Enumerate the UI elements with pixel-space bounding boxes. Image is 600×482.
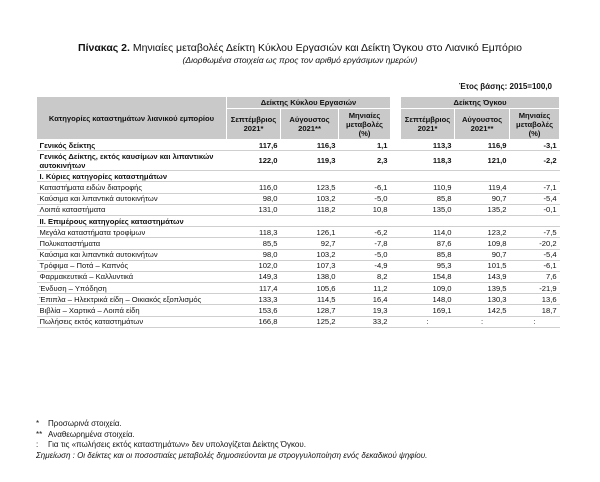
cell-value <box>227 215 281 226</box>
table-row <box>37 193 560 204</box>
row-label: Έπιπλα – Ηλεκτρικά είδη – Οικιακός εξοπλισμός <box>37 294 227 305</box>
cell-value: 85,8 <box>401 193 455 204</box>
cell-value: 18,7 <box>510 305 560 316</box>
cell-value: 119,4 <box>455 182 510 193</box>
cell-value: 8,2 <box>339 271 391 282</box>
cell-value: 103,2 <box>281 249 339 260</box>
cell-value <box>281 215 339 226</box>
cell-value: -7,1 <box>510 182 560 193</box>
cell-value <box>401 215 455 226</box>
row-label: Μεγάλα καταστήματα τροφίμων <box>37 227 227 238</box>
cell-value <box>455 215 510 226</box>
row-label: Καύσιμα και λιπαντικά αυτοκινήτων <box>37 249 227 260</box>
header-col-sep-vol: Σεπτέμβριος 2021* <box>401 109 455 140</box>
header-col-sep: Σεπτέμβριος 2021* <box>227 109 281 140</box>
cell-value: 98,0 <box>227 249 281 260</box>
cell-value: 148,0 <box>401 294 455 305</box>
footnote: * Προσωρινά στοιχεία. <box>36 419 122 428</box>
cell-value: : <box>401 316 455 327</box>
cell-value: 149,3 <box>227 271 281 282</box>
row-label: Τρόφιμα – Ποτά – Καπνός <box>37 260 227 271</box>
base-year: Έτος βάσης: 2015=100,0 <box>458 82 552 91</box>
table-row <box>37 271 560 282</box>
cell-value: 125,2 <box>281 316 339 327</box>
cell-value: 90,7 <box>455 193 510 204</box>
cell-value: 166,8 <box>227 316 281 327</box>
cell-value: 2,3 <box>339 151 391 171</box>
cell-value: -5,0 <box>339 193 391 204</box>
cell-value: -2,2 <box>510 151 560 171</box>
row-label: Γενικός δείκτης <box>37 140 227 151</box>
cell-value: 143,9 <box>455 271 510 282</box>
row-label: Φαρμακευτικά – Καλλυντικά <box>37 271 227 282</box>
cell-value <box>510 215 560 226</box>
cell-value: 113,3 <box>401 140 455 151</box>
cell-value: 85,5 <box>227 238 281 249</box>
table-row <box>37 182 560 193</box>
cell-value: -6,2 <box>339 227 391 238</box>
row-label: Βιβλία – Χαρτικά – Λοιπά είδη <box>37 305 227 316</box>
cell-value <box>339 171 391 182</box>
cell-value: -5,4 <box>510 193 560 204</box>
cell-value: : <box>510 316 560 327</box>
cell-value: 142,5 <box>455 305 510 316</box>
cell-value: 85,8 <box>401 249 455 260</box>
cell-value: 117,6 <box>227 140 281 151</box>
header-col-aug-vol: Αύγουστος 2021** <box>455 109 510 140</box>
cell-value: -3,1 <box>510 140 560 151</box>
cell-value: 133,3 <box>227 294 281 305</box>
cell-value: 102,0 <box>227 260 281 271</box>
cell-value: 139,5 <box>455 283 510 294</box>
data-table <box>36 96 560 328</box>
cell-value: 116,9 <box>455 140 510 151</box>
cell-value: 7,6 <box>510 271 560 282</box>
row-label: Πολυκαταστήματα <box>37 238 227 249</box>
cell-value <box>281 171 339 182</box>
cell-value: 130,3 <box>455 294 510 305</box>
cell-value: 118,3 <box>401 151 455 171</box>
table-row <box>37 238 560 249</box>
cell-value: 169,1 <box>401 305 455 316</box>
cell-value: 118,3 <box>227 227 281 238</box>
table-row <box>37 140 560 151</box>
cell-value: 123,5 <box>281 182 339 193</box>
cell-value: 119,3 <box>281 151 339 171</box>
cell-value: -7,5 <box>510 227 560 238</box>
cell-value: 131,0 <box>227 204 281 215</box>
cell-value <box>339 215 391 226</box>
table-row <box>37 283 560 294</box>
table-row <box>37 227 560 238</box>
cell-value: 92,7 <box>281 238 339 249</box>
cell-value: 114,5 <box>281 294 339 305</box>
cell-value: 128,7 <box>281 305 339 316</box>
cell-value: 105,6 <box>281 283 339 294</box>
table-row <box>37 151 560 171</box>
cell-value: -4,9 <box>339 260 391 271</box>
cell-value: 110,9 <box>401 182 455 193</box>
table-row <box>37 215 560 226</box>
cell-value: 122,0 <box>227 151 281 171</box>
table-row <box>37 305 560 316</box>
cell-value: 87,6 <box>401 238 455 249</box>
cell-value: 101,5 <box>455 260 510 271</box>
cell-value: 95,3 <box>401 260 455 271</box>
cell-value: 98,0 <box>227 193 281 204</box>
cell-value: -7,8 <box>339 238 391 249</box>
cell-value: 116,3 <box>281 140 339 151</box>
cell-value: 135,2 <box>455 204 510 215</box>
table-number: Πίνακας 2. <box>78 42 130 54</box>
cell-value: : <box>455 316 510 327</box>
cell-value: 107,3 <box>281 260 339 271</box>
table-row <box>37 316 560 327</box>
cell-value: -5,0 <box>339 249 391 260</box>
cell-value: 1,1 <box>339 140 391 151</box>
cell-value <box>510 171 560 182</box>
cell-value: -6,1 <box>339 182 391 193</box>
table-title-text: Μηνιαίες μεταβολές Δείκτη Κύκλου Εργασιών και Δείκτη Όγκου στο Λιανικό Εμπόριο <box>132 42 522 54</box>
cell-value: 114,0 <box>401 227 455 238</box>
row-label: Ένδυση – Υπόδηση <box>37 283 227 294</box>
header-col-change-vol: Μηνιαίες μεταβολές (%) <box>510 109 560 140</box>
cell-value: 118,2 <box>281 204 339 215</box>
cell-value: 117,4 <box>227 283 281 294</box>
cell-value: -21,9 <box>510 283 560 294</box>
footnotes <box>36 419 427 461</box>
cell-value: 135,0 <box>401 204 455 215</box>
row-label: Ι. Κύριες κατηγορίες καταστημάτων <box>37 171 227 182</box>
header-category: Κατηγορίες καταστημάτων λιανικού εμπορίου <box>37 97 227 140</box>
table-row <box>37 204 560 215</box>
header-col-change: Μηνιαίες μεταβολές (%) <box>339 109 391 140</box>
cell-value: 138,0 <box>281 271 339 282</box>
cell-value: 33,2 <box>339 316 391 327</box>
footnote: ** Αναθεωρημένα στοιχεία. <box>36 429 135 439</box>
header-turnover-index: Δείκτης Κύκλου Εργασιών <box>227 97 391 109</box>
row-label: Καταστήματα ειδών διατροφής <box>37 182 227 193</box>
header-volume-index: Δείκτης Όγκου <box>401 97 560 109</box>
cell-value: 103,2 <box>281 193 339 204</box>
cell-value: 19,3 <box>339 305 391 316</box>
cell-value: 13,6 <box>510 294 560 305</box>
cell-value <box>401 171 455 182</box>
table-row <box>37 171 560 182</box>
cell-value: -0,1 <box>510 204 560 215</box>
cell-value: 16,4 <box>339 294 391 305</box>
cell-value: 11,2 <box>339 283 391 294</box>
cell-value <box>227 171 281 182</box>
table-row <box>37 260 560 271</box>
cell-value: 154,8 <box>401 271 455 282</box>
cell-value: -20,2 <box>510 238 560 249</box>
table-subtitle: (Διορθωμένα στοιχεία ως προς τον αριθμό εργάσιμων ημερών) <box>182 55 418 65</box>
cell-value: -6,1 <box>510 260 560 271</box>
cell-value: 153,6 <box>227 305 281 316</box>
row-label: Καύσιμα και λιπαντικά αυτοκινήτων <box>37 193 227 204</box>
row-label: Γενικός Δείκτης, εκτός καυσίμων και λιπαντικών αυτοκινήτων <box>37 151 227 171</box>
cell-value: 116,0 <box>227 182 281 193</box>
cell-value: 123,2 <box>455 227 510 238</box>
cell-value: 109,8 <box>455 238 510 249</box>
cell-value: 10,8 <box>339 204 391 215</box>
rounding-note: Σημείωση : Οι δείκτες και οι ποσοστιαίες μεταβολές δημοσιεύονται με στρογγυλοποίηση ενός δεκαδικού ψηφίου. <box>36 450 428 460</box>
table-title <box>0 42 600 54</box>
cell-value: 109,0 <box>401 283 455 294</box>
header-col-aug: Αύγουστος 2021** <box>281 109 339 140</box>
row-label: Πωλήσεις εκτός καταστημάτων <box>37 316 227 327</box>
cell-value: 126,1 <box>281 227 339 238</box>
cell-value: 90,7 <box>455 249 510 260</box>
table-row <box>37 249 560 260</box>
cell-value: 121,0 <box>455 151 510 171</box>
row-label: Λοιπά καταστήματα <box>37 204 227 215</box>
cell-value: -5,4 <box>510 249 560 260</box>
cell-value <box>455 171 510 182</box>
footnote: : Για τις «πωλήσεις εκτός καταστημάτων» δεν υπολογίζεται Δείκτης Όγκου. <box>36 440 306 449</box>
row-label: ΙΙ. Επιμέρους κατηγορίες καταστημάτων <box>37 215 227 226</box>
table-row <box>37 294 560 305</box>
